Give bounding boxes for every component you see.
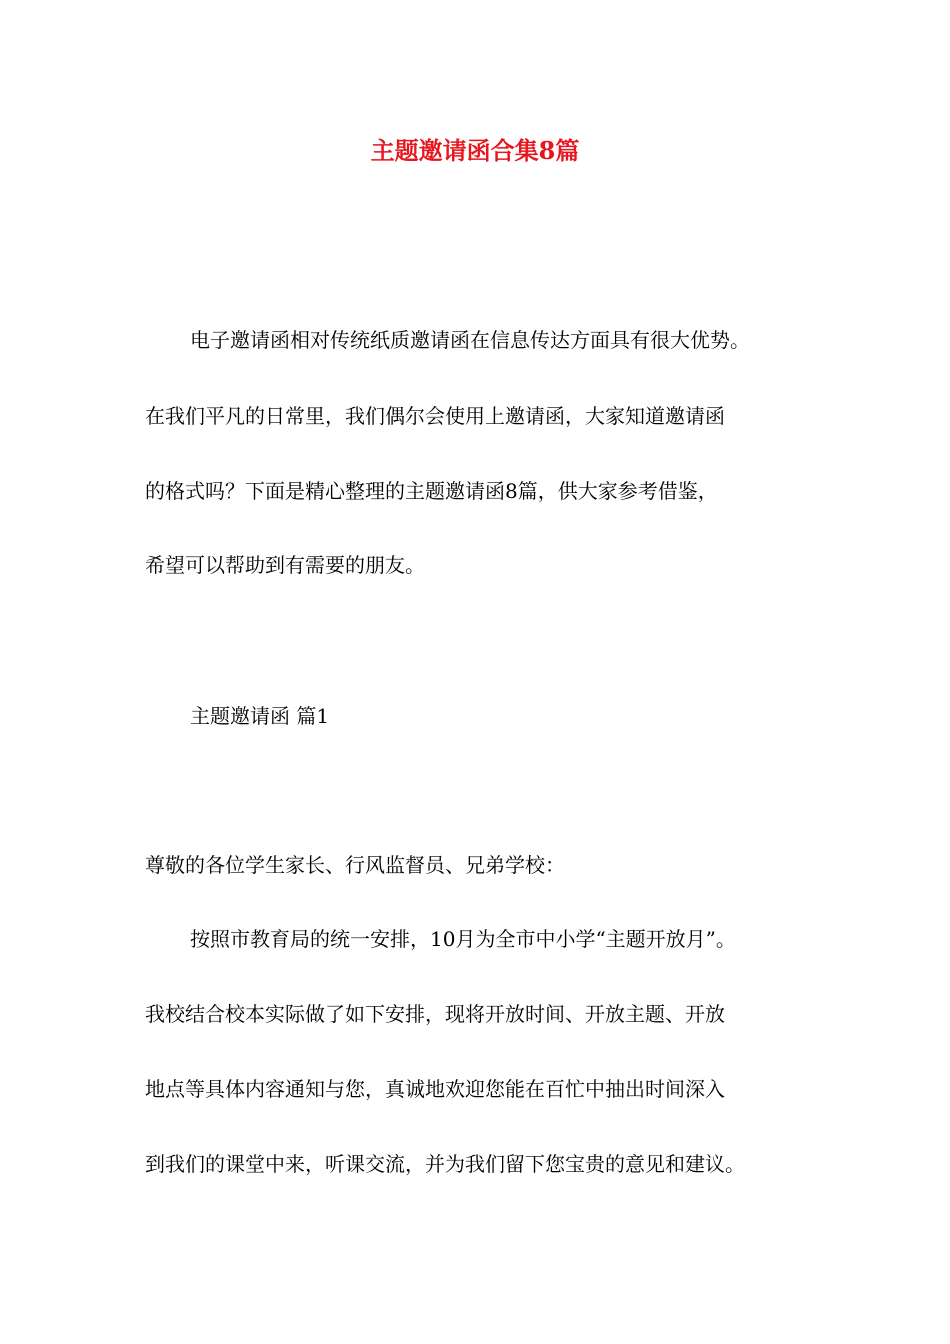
body-line-1: 按照市教育局的统一安排，10月为全市中小学“主题开放月”。 <box>190 927 736 951</box>
section-heading: 主题邀请函 篇1 <box>190 704 330 728</box>
intro-line-3: 的格式吗？下面是精心整理的主题邀请函8篇，供大家参考借鉴， <box>145 479 718 503</box>
salutation: 尊敬的各位学生家长、行风监督员、兄弟学校： <box>145 853 565 877</box>
body-line-3: 地点等具体内容通知与您，真诚地欢迎您能在百忙中抽出时间深入 <box>145 1077 725 1101</box>
document-title: 主题邀请函合集8篇 <box>370 136 580 165</box>
body-line-4: 到我们的课堂中来，听课交流，并为我们留下您宝贵的意见和建议。 <box>145 1152 745 1176</box>
intro-line-4: 希望可以帮助到有需要的朋友。 <box>145 553 425 577</box>
intro-line-1: 电子邀请函相对传统纸质邀请函在信息传达方面具有很大优势。 <box>190 328 750 352</box>
intro-line-2: 在我们平凡的日常里，我们偶尔会使用上邀请函，大家知道邀请函 <box>145 404 725 428</box>
body-line-2: 我校结合校本实际做了如下安排，现将开放时间、开放主题、开放 <box>145 1002 725 1026</box>
